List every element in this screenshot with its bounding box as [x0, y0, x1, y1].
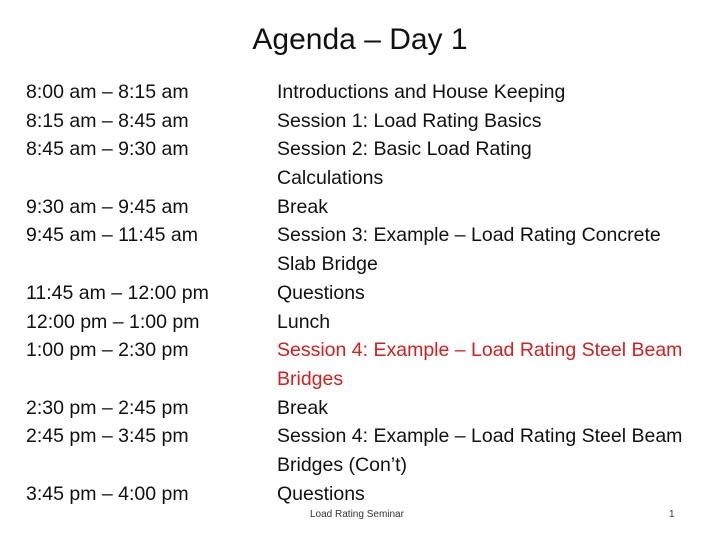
- time-slot: 12:00 pm – 1:00 pm: [26, 310, 200, 333]
- agenda-item: Break: [277, 195, 328, 218]
- spacer: [26, 164, 256, 193]
- footer-label: Load Rating Seminar: [310, 509, 404, 520]
- agenda-items-column: [277, 78, 717, 508]
- agenda-item: Session 2: Basic Load Rating: [277, 138, 532, 161]
- page-title: Agenda – Day 1: [252, 23, 468, 56]
- agenda-item: Bridges (Con’t): [277, 453, 408, 476]
- agenda-item: Session 4: Example – Load Rating Steel Beam: [277, 425, 683, 448]
- time-slot: 1:00 pm – 2:30 pm: [26, 339, 189, 362]
- agenda-item: Calculations: [277, 167, 384, 190]
- agenda-item: Questions: [277, 482, 365, 505]
- agenda-item: Session 3: Example – Load Rating Concrete: [277, 224, 661, 247]
- time-slot: 9:45 am – 11:45 am: [26, 224, 198, 247]
- page-number: 1: [669, 509, 675, 520]
- time-column: [26, 78, 256, 508]
- time-slot: 11:45 am – 12:00 pm: [26, 281, 209, 304]
- time-slot: 8:45 am – 9:30 am: [26, 138, 189, 161]
- time-slot: 8:00 am – 8:15 am: [26, 81, 189, 103]
- agenda-item: Lunch: [277, 310, 331, 333]
- agenda-item-highlighted: Bridges: [277, 367, 344, 390]
- agenda-item: Break: [277, 396, 328, 419]
- agenda-item: Slab Bridge: [277, 253, 378, 276]
- agenda-item: Questions: [277, 281, 365, 304]
- agenda-item: Session 1: Load Rating Basics: [277, 109, 542, 132]
- spacer: [26, 451, 256, 480]
- spacer: [26, 250, 256, 279]
- agenda-item: Introductions and House Keeping: [277, 81, 566, 103]
- time-slot: 2:45 pm – 3:45 pm: [26, 425, 189, 448]
- time-slot: 2:30 pm – 2:45 pm: [26, 396, 189, 419]
- time-slot: 9:30 am – 9:45 am: [26, 195, 189, 218]
- spacer: [26, 365, 256, 394]
- time-slot: 8:15 am – 8:45 am: [26, 109, 189, 132]
- time-slot: 3:45 pm – 4:00 pm: [26, 482, 189, 505]
- agenda-item-highlighted: Session 4: Example – Load Rating Steel Beam: [277, 339, 683, 362]
